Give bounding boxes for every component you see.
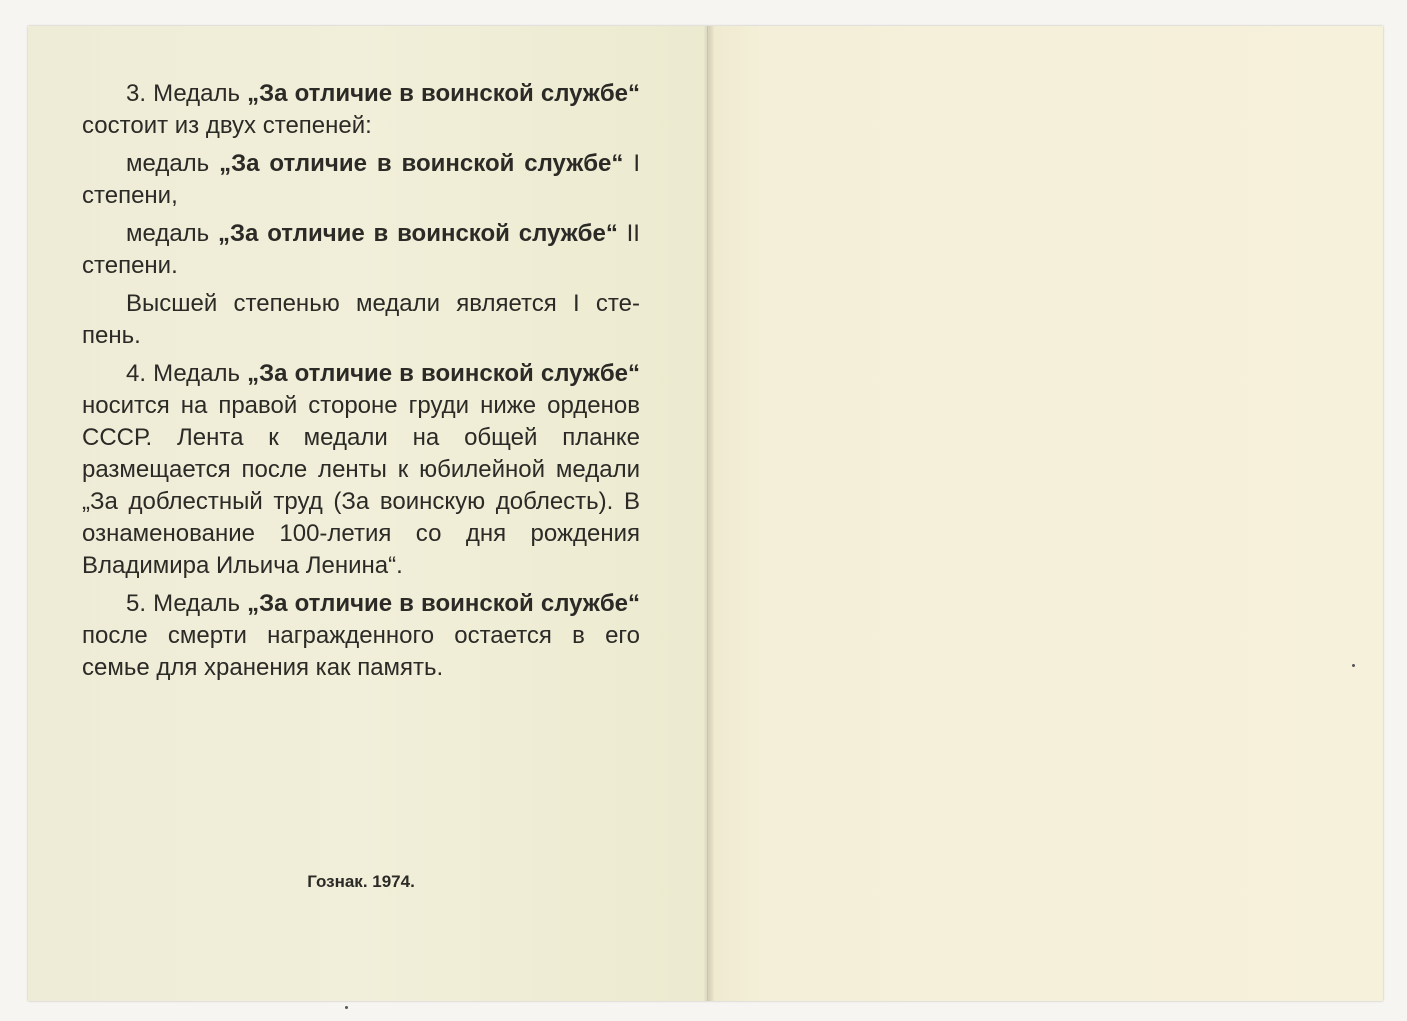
printer-imprint: Гознак. 1974. [307,872,415,891]
degree-two-line: медаль „За отличие в воинской службе“ II степени. [82,220,640,279]
paragraph-4: 4. Медаль „За отличие в воинской службе“ носится на правой стороне груди ниже орденов СССР. Лента к медали на общей планке размещается после ленты к юбилейной медали „За доблестный труд (За воинскую доблесть). В ознаменование 100-летия со дня рождения Владимира Ильича Ленина“. [82,360,640,579]
medal-title: „За отличие в воинской службе“ [218,220,618,247]
medal-title: „За отличие в воинской службе“ [219,150,624,177]
left-page [28,26,708,1001]
rules-text [82,78,640,690]
right-page-blank [708,26,1383,1001]
degree-one-line: медаль „За отличие в воинской службе“ I степени, [82,150,640,209]
highest-degree-line: Высшей степенью медали является I степень. [82,290,640,349]
medal-title: „За отличие в воинской службе“ [247,590,640,617]
paragraph-5: 5. Медаль „За отличие в воинской службе“ после смерти награжденного остается в его семье для хранения как память. [82,590,640,681]
booklet-spread [28,26,1383,1001]
paper-speck [345,1006,348,1009]
paragraph-3: 3. Медаль „За отличие в воинской службе“ состоит из двух степеней: [82,80,640,139]
medal-title: „За отличие в воинской службе“ [247,80,640,107]
center-fold [704,26,714,1001]
paper-speck [1352,664,1355,667]
medal-title: „За отличие в воинской службе“ [247,360,640,387]
